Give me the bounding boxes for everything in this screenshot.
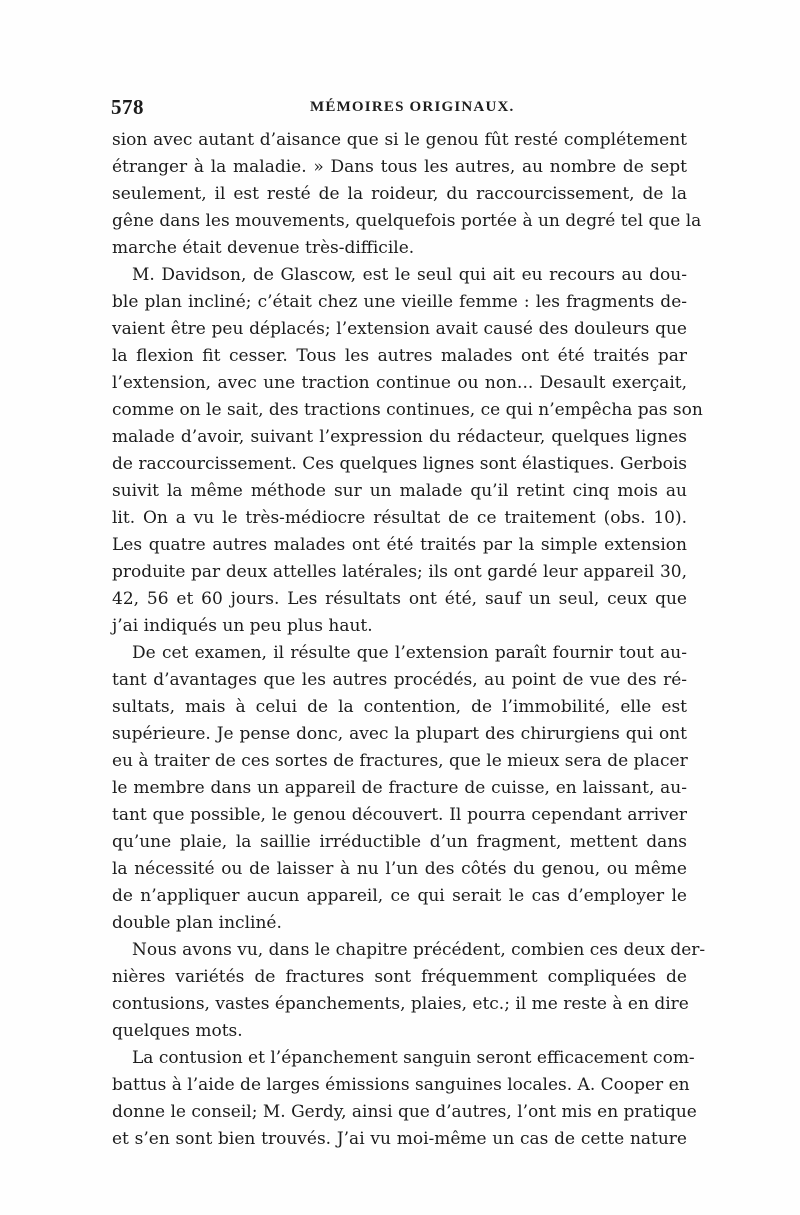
text-line: supérieure. Je pense donc, avec la plupart des chirurgiens qui ont (112, 724, 687, 744)
text-line: sultats, mais à celui de la contention, de l’immobilité, elle est (112, 697, 687, 717)
text-line: lit. On a vu le très-médiocre résultat de ce traitement (obs. 10). (112, 508, 687, 528)
text-line: comme on le sait, des tractions continues, ce qui n’empêcha pas son (112, 400, 703, 420)
text-line: Les quatre autres malades ont été traités par la simple extension (112, 535, 687, 555)
text-line: La contusion et l’épanchement sanguin seront efficacement com- (132, 1048, 695, 1068)
text-line: qu’une plaie, la saillie irréductible d’un fragment, mettent dans (112, 832, 687, 852)
text-line: M. Davidson, de Glascow, est le seul qui ait eu recours au dou- (132, 265, 687, 285)
text-line: malade d’avoir, suivant l’expression du rédacteur, quelques lignes (112, 427, 687, 447)
text-line: et s’en sont bien trouvés. J’ai vu moi-même un cas de cette nature (112, 1129, 687, 1149)
text-line: tant que possible, le genou découvert. Il pourra cependant arriver (112, 805, 687, 825)
text-line: ble plan incliné; c’était chez une vieille femme : les fragments de- (112, 292, 687, 312)
text-line: De cet examen, il résulte que l’extension paraît fournir tout au- (132, 643, 687, 663)
text-line: donne le conseil; M. Gerdy, ainsi que d’autres, l’ont mis en pratique (112, 1102, 697, 1122)
text-line: double plan incliné. (112, 913, 282, 933)
text-line: quelques mots. (112, 1021, 243, 1041)
text-line: vaient être peu déplacés; l’extension avait causé des douleurs que (112, 319, 687, 339)
text-line: seulement, il est resté de la roideur, du raccourcissement, de la (112, 184, 687, 204)
text-line: j’ai indiqués un peu plus haut. (112, 616, 373, 636)
text-line: l’extension, avec une traction continue ou non... Desault exerçait, (112, 373, 687, 393)
text-line: eu à traiter de ces sortes de fractures, que le mieux sera de placer (112, 751, 688, 771)
text-line: étranger à la maladie. » Dans tous les autres, au nombre de sept (112, 157, 687, 177)
text-line: produite par deux attelles latérales; ils ont gardé leur appareil 30, (112, 562, 687, 582)
text-line: battus à l’aide de larges émissions sanguines locales. A. Cooper en (112, 1075, 690, 1095)
text-line: suivit la même méthode sur un malade qu’il retint cinq mois au (112, 481, 687, 501)
text-line: sion avec autant d’aisance que si le genou fût resté complétement (112, 130, 687, 150)
text-line: gêne dans les mouvements, quelquefois portée à un degré tel que la (112, 211, 702, 231)
text-line: nières variétés de fractures sont fréquemment compliquées de (112, 967, 687, 987)
text-line: Nous avons vu, dans le chapitre précédent, combien ces deux der- (132, 940, 706, 960)
text-line: le membre dans un appareil de fracture de cuisse, en laissant, au- (112, 778, 687, 798)
text-line: marche était devenue très-difficile. (112, 238, 415, 258)
text-line: de n’appliquer aucun appareil, ce qui serait le cas d’employer le (112, 886, 687, 906)
text-line: la nécessité ou de laisser à nu l’un des côtés du genou, ou même (112, 859, 687, 879)
running-head: MÉMOIRES ORIGINAUX. (310, 99, 515, 115)
text-line: contusions, vastes épanchements, plaies, etc.; il me reste à en dire (112, 994, 689, 1014)
text-line: la flexion fit cesser. Tous les autres malades ont été traités par (112, 346, 687, 366)
text-line: 42, 56 et 60 jours. Les résultats ont été, sauf un seul, ceux que (112, 589, 687, 609)
page-number: 578 (111, 95, 144, 119)
page-header (111, 95, 691, 123)
text-line: de raccourcissement. Ces quelques lignes sont élastiques. Gerbois (112, 454, 687, 474)
text-line: tant d’avantages que les autres procédés, au point de vue des ré- (112, 670, 687, 690)
body-text (112, 127, 706, 1153)
